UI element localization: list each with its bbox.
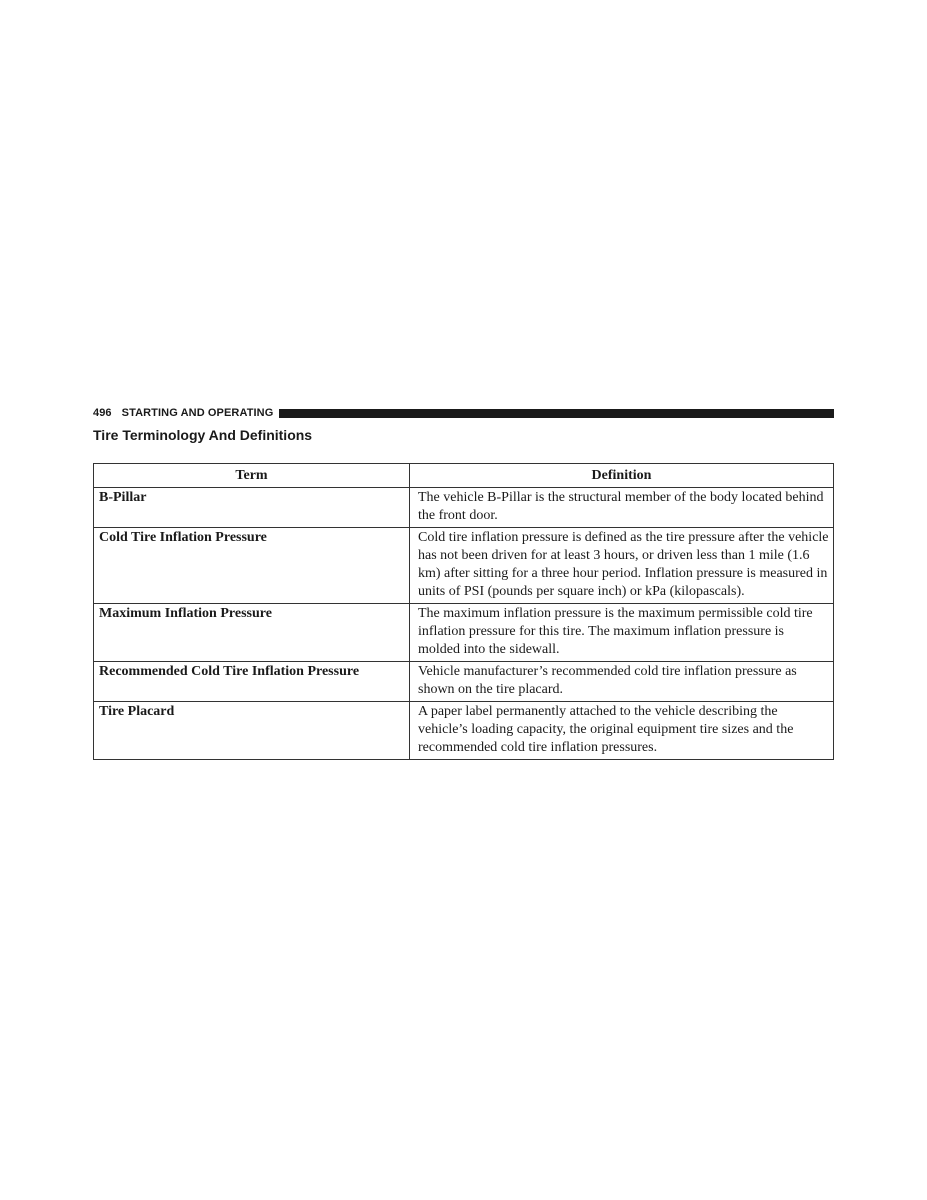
section-title: Tire Terminology And Definitions: [93, 427, 313, 443]
term-cell: B-Pillar: [94, 488, 410, 528]
section-name: STARTING AND OPERATING: [121, 407, 274, 419]
term-cell: Tire Placard: [94, 702, 410, 760]
column-header-term: Term: [94, 464, 410, 488]
term-cell: Recommended Cold Tire Inflation Pressure: [94, 662, 410, 702]
table-row: [94, 528, 834, 604]
definition-cell: The maximum inflation pressure is the maximum permissible cold tire inflation pressure for this tire. The maximum inflation pressure is molded into the sidewall.: [410, 604, 834, 662]
page-header: [93, 405, 834, 421]
table-row: [94, 662, 834, 702]
definition-cell: Vehicle manufacturer’s recommended cold tire inflation pressure as shown on the tire placard.: [410, 662, 834, 702]
table-header-row: [94, 464, 834, 488]
definition-cell: A paper label permanently attached to the vehicle describing the vehicle’s loading capacity, the original equipment tire sizes and the recommended cold tire inflation pressures.: [410, 702, 834, 760]
table-row: [94, 604, 834, 662]
term-cell: Maximum Inflation Pressure: [94, 604, 410, 662]
table-row: [94, 702, 834, 760]
definition-cell: The vehicle B-Pillar is the structural member of the body located behind the front door.: [410, 488, 834, 528]
column-header-definition: Definition: [410, 464, 834, 488]
terminology-table: [93, 463, 834, 760]
definition-cell: Cold tire inflation pressure is defined as the tire pressure after the vehicle has not been driven for at least 3 hours, or driven less than 1 mile (1.6 km) after sitting for a three hour period. Inflation pressure is measured in units of PSI (pounds per square inch) or kPa (kilopascals).: [410, 528, 834, 604]
table-row: [94, 488, 834, 528]
page-number: 496: [93, 407, 112, 419]
term-cell: Cold Tire Inflation Pressure: [94, 528, 410, 604]
header-rule: [279, 409, 834, 418]
